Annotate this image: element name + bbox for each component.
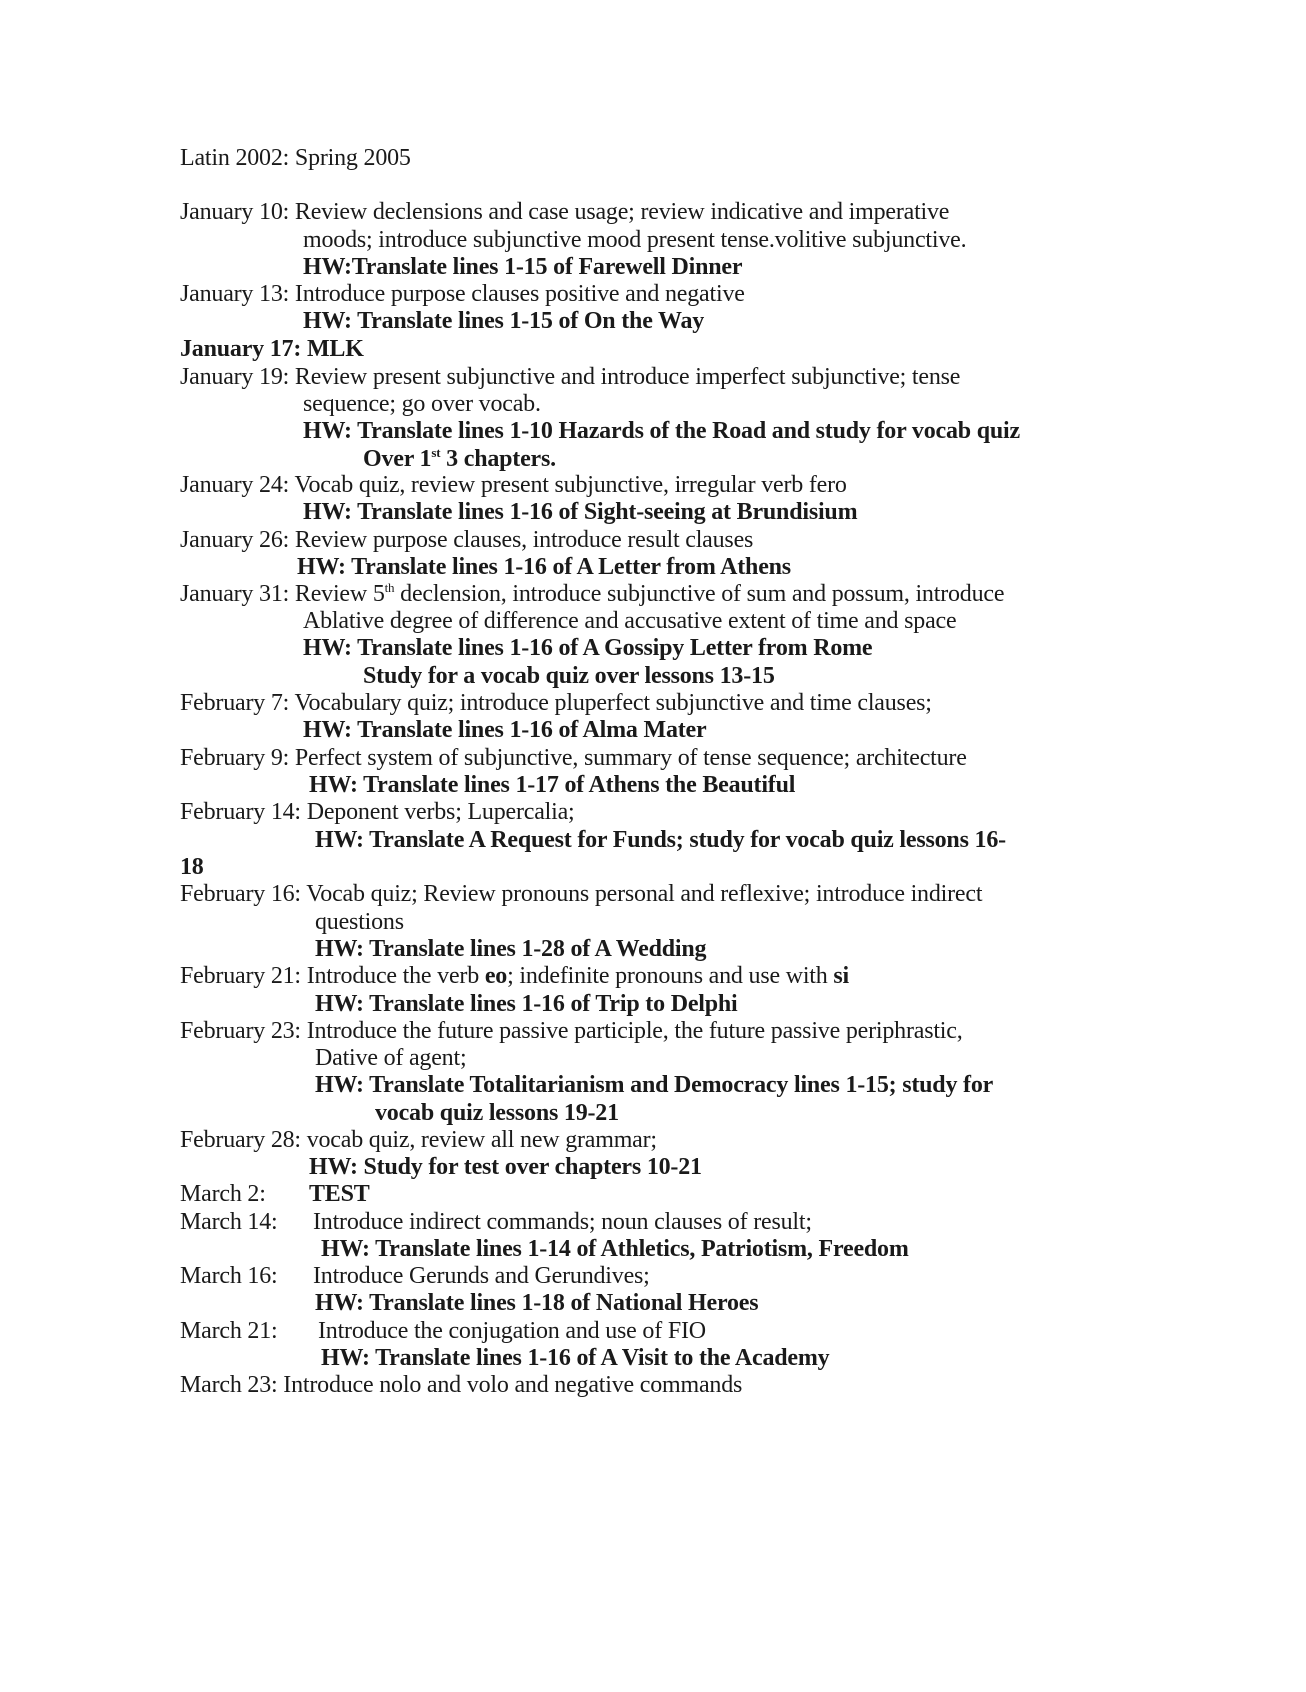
entry-jan26: January 26: Review purpose clauses, introduce result clauses: [180, 527, 754, 553]
hw-jan13: HW: Translate lines 1-15 of On the Way: [303, 308, 705, 334]
hw-jan24: HW: Translate lines 1-16 of Sight-seeing at Brundisium: [303, 499, 858, 525]
hw-mar14: HW: Translate lines 1-14 of Athletics, Patriotism, Freedom: [321, 1236, 909, 1262]
entry-feb16-cont: questions: [315, 909, 404, 935]
entry-feb16: February 16: Vocab quiz; Review pronouns personal and reflexive; introduce indirect: [180, 881, 983, 907]
entry-jan10-cont: moods; introduce subjunctive mood present tense.volitive subjunctive.: [303, 227, 967, 253]
entry-mar21-date: March 21:: [180, 1318, 278, 1344]
hw-feb7: HW: Translate lines 1-16 of Alma Mater: [303, 717, 707, 743]
entry-mar2: TEST: [309, 1181, 370, 1207]
entry-jan10: January 10: Review declensions and case usage; review indicative and imperative: [180, 199, 950, 225]
hw-feb14: HW: Translate A Request for Funds; study for vocab quiz lessons 16-: [315, 827, 1006, 853]
entry-mar16: Introduce Gerunds and Gerundives;: [313, 1263, 650, 1289]
entry-mar2-date: March 2:: [180, 1181, 266, 1207]
hw-feb16: HW: Translate lines 1-28 of A Wedding: [315, 936, 707, 962]
entry-feb7: February 7: Vocabulary quiz; introduce pluperfect subjunctive and time clauses;: [180, 690, 932, 716]
hw-jan26: HW: Translate lines 1-16 of A Letter from Athens: [297, 554, 791, 580]
entry-mar16-date: March 16:: [180, 1263, 278, 1289]
entry-jan19-cont: sequence; go over vocab.: [303, 391, 541, 417]
hw-mar16: HW: Translate lines 1-18 of National Heroes: [315, 1290, 759, 1316]
entry-jan31: January 31: Review 5th declension, introduce subjunctive of sum and possum, introduce: [180, 580, 1005, 607]
entry-feb21: February 21: Introduce the verb eo; indefinite pronouns and use with si: [180, 963, 849, 989]
hw-jan10: HW:Translate lines 1-15 of Farewell Dinner: [303, 254, 743, 280]
hw-jan31: HW: Translate lines 1-16 of A Gossipy Letter from Rome: [303, 635, 873, 661]
hw-mar21: HW: Translate lines 1-16 of A Visit to the Academy: [321, 1345, 830, 1371]
entry-feb28: February 28: vocab quiz, review all new grammar;: [180, 1127, 657, 1153]
entry-jan17: January 17: MLK: [180, 336, 364, 362]
entry-feb23: February 23: Introduce the future passive participle, the future passive periphrastic,: [180, 1018, 963, 1044]
document-title: Latin 2002: Spring 2005: [180, 145, 411, 171]
hw-feb23-cont: vocab quiz lessons 19-21: [375, 1100, 619, 1126]
entry-jan31-cont: Ablative degree of difference and accusative extent of time and space: [303, 608, 957, 634]
hw-feb9: HW: Translate lines 1-17 of Athens the Beautiful: [309, 772, 796, 798]
hw-jan31-cont: Study for a vocab quiz over lessons 13-15: [363, 663, 775, 689]
entry-jan19: January 19: Review present subjunctive and introduce imperfect subjunctive; tense: [180, 364, 961, 390]
entry-feb14: February 14: Deponent verbs; Lupercalia;: [180, 799, 575, 825]
entry-mar14-date: March 14:: [180, 1209, 278, 1235]
hw-feb14-cont: 18: [180, 854, 204, 880]
entry-feb9: February 9: Perfect system of subjunctive, summary of tense sequence; architecture: [180, 745, 967, 771]
hw-feb21: HW: Translate lines 1-16 of Trip to Delphi: [315, 991, 738, 1017]
hw-jan19-cont: Over 1st 3 chapters.: [363, 445, 556, 472]
hw-jan19: HW: Translate lines 1-10 Hazards of the Road and study for vocab quiz: [303, 418, 1020, 444]
entry-mar21: Introduce the conjugation and use of FIO: [318, 1318, 706, 1344]
entry-jan24: January 24: Vocab quiz, review present subjunctive, irregular verb fero: [180, 472, 847, 498]
entry-feb23-cont: Dative of agent;: [315, 1045, 467, 1071]
entry-mar14: Introduce indirect commands; noun clauses of result;: [313, 1209, 812, 1235]
entry-jan13: January 13: Introduce purpose clauses positive and negative: [180, 281, 745, 307]
hw-feb23: HW: Translate Totalitarianism and Democracy lines 1-15; study for: [315, 1072, 994, 1098]
hw-feb28: HW: Study for test over chapters 10-21: [309, 1154, 702, 1180]
entry-mar23: March 23: Introduce nolo and volo and negative commands: [180, 1372, 743, 1398]
